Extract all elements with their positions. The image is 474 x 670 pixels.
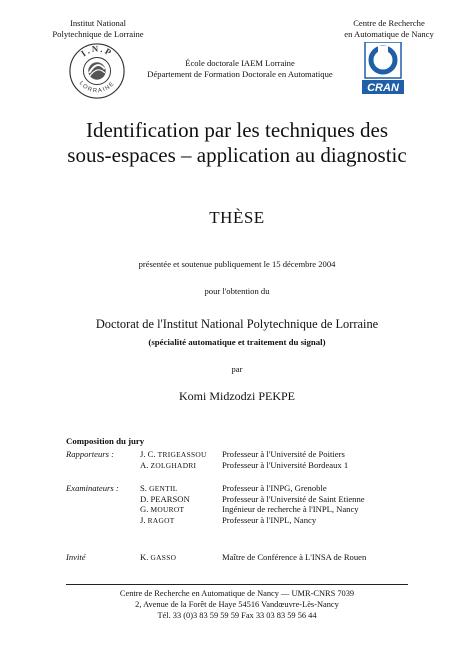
jury-member-title: Maître de Conférence à L'INSA de Rouen [222,552,367,562]
jury-member-name [140,515,175,525]
jury-member-name [140,460,196,470]
jury-member-initial: D. [140,493,151,504]
svg-text:I.N.P [79,44,115,59]
jury-member-initial: J. [140,514,148,525]
header-right-line1: Centre de Recherche [353,18,425,28]
jury-member-initial: A. [140,459,151,470]
header-center-line2: Département de Formation Doctorale en Automatique [147,69,333,79]
cran-logo-text: CRAN [367,82,399,94]
inpl-logo [68,42,126,100]
thesis-title [30,118,444,168]
jury-role-label: Invité [66,552,86,562]
jury-member-surname: RAGOT [147,515,175,525]
header-right-line2: en Automatique de Nancy [344,29,434,39]
footer-address [0,589,474,621]
defense-date-line: présentée et soutenue publiquement le 15 décembre 2004 [138,259,336,269]
footer-divider [66,584,408,585]
jury-member-name [140,504,184,514]
jury-member-title: Professeur à l'Université Bordeaux 1 [222,459,349,470]
degree-title: Doctorat de l'Institut National Polytechnique de Lorraine [95,317,379,331]
par-label: par [231,364,243,374]
jury-member-name [140,449,207,459]
inpl-logo-bottom-text: LORRAINE [77,80,117,95]
svg-text:LORRAINE [78,80,117,94]
footer-line3: Tél. 33 (0)3 83 59 59 59 Fax 33 03 83 59 56 44 [157,610,317,620]
footer-line2: 2, Avenue de la Forêt de Haye 54516 Vandœuvre-Lès-Nancy [135,599,339,609]
jury-member-name [140,494,190,504]
jury-member-title: Ingénieur de recherche à l'INPL, Nancy [222,504,359,515]
jury-role-label: Examinateurs : [66,483,119,493]
jury-member-surname: GASSO [150,553,177,562]
jury-member-initial: G. [140,504,151,515]
jury-member-title: Professeur à l'Université de Poitiers [222,449,345,459]
inpl-logo-top-text: I.N.P [79,43,115,59]
jury-member-title: Professeur à l'INPG, Grenoble [222,483,327,493]
jury-role-label: Rapporteurs : [66,449,114,459]
obtention-line: pour l'obtention du [204,286,270,296]
jury-member-name [140,483,178,493]
header-center-line1: École doctorale IAEM Lorraine [185,58,295,68]
jury-member-surname: PEARSON [150,493,190,504]
jury-member-surname: GENTIL [149,484,178,493]
cran-logo [362,42,404,94]
these-heading: THÈSE [209,208,265,227]
header-left-line1: Institut National [69,18,127,28]
header-doctoral-school [120,58,360,80]
jury-member-initial: S. [140,483,150,493]
jury-heading: Composition du jury [66,436,145,446]
jury-member-surname: TRIGEASSOU [157,450,207,459]
jury-member-initial: K. [140,552,151,562]
footer-line1: Centre de Recherche en Automatique de Nancy — UMR-CNRS 7039 [119,589,355,598]
jury-member-surname: ZOLGHADRI [150,460,197,470]
header-right-institution [318,18,460,40]
header-left-institution [28,18,168,40]
author-name: Komi Midzodzi PEKPE [179,389,295,403]
thesis-title-line1: Identification par les techniques des [85,118,389,142]
header-left-line2: Polytechnique de Lorraine [52,29,144,39]
jury-member-surname: MOUROT [150,505,185,515]
jury-member-initial: J. C. [140,449,158,459]
jury-member-name [140,552,176,562]
speciality: (spécialité automatique et traitement du signal) [148,337,326,347]
jury-member-title: Professeur à l'INPL, Nancy [222,514,317,525]
thesis-title-line2: sous-espaces – application au diagnostic [67,143,407,167]
jury-member-title: Professeur à l'Université de Saint Etienne [222,493,365,504]
